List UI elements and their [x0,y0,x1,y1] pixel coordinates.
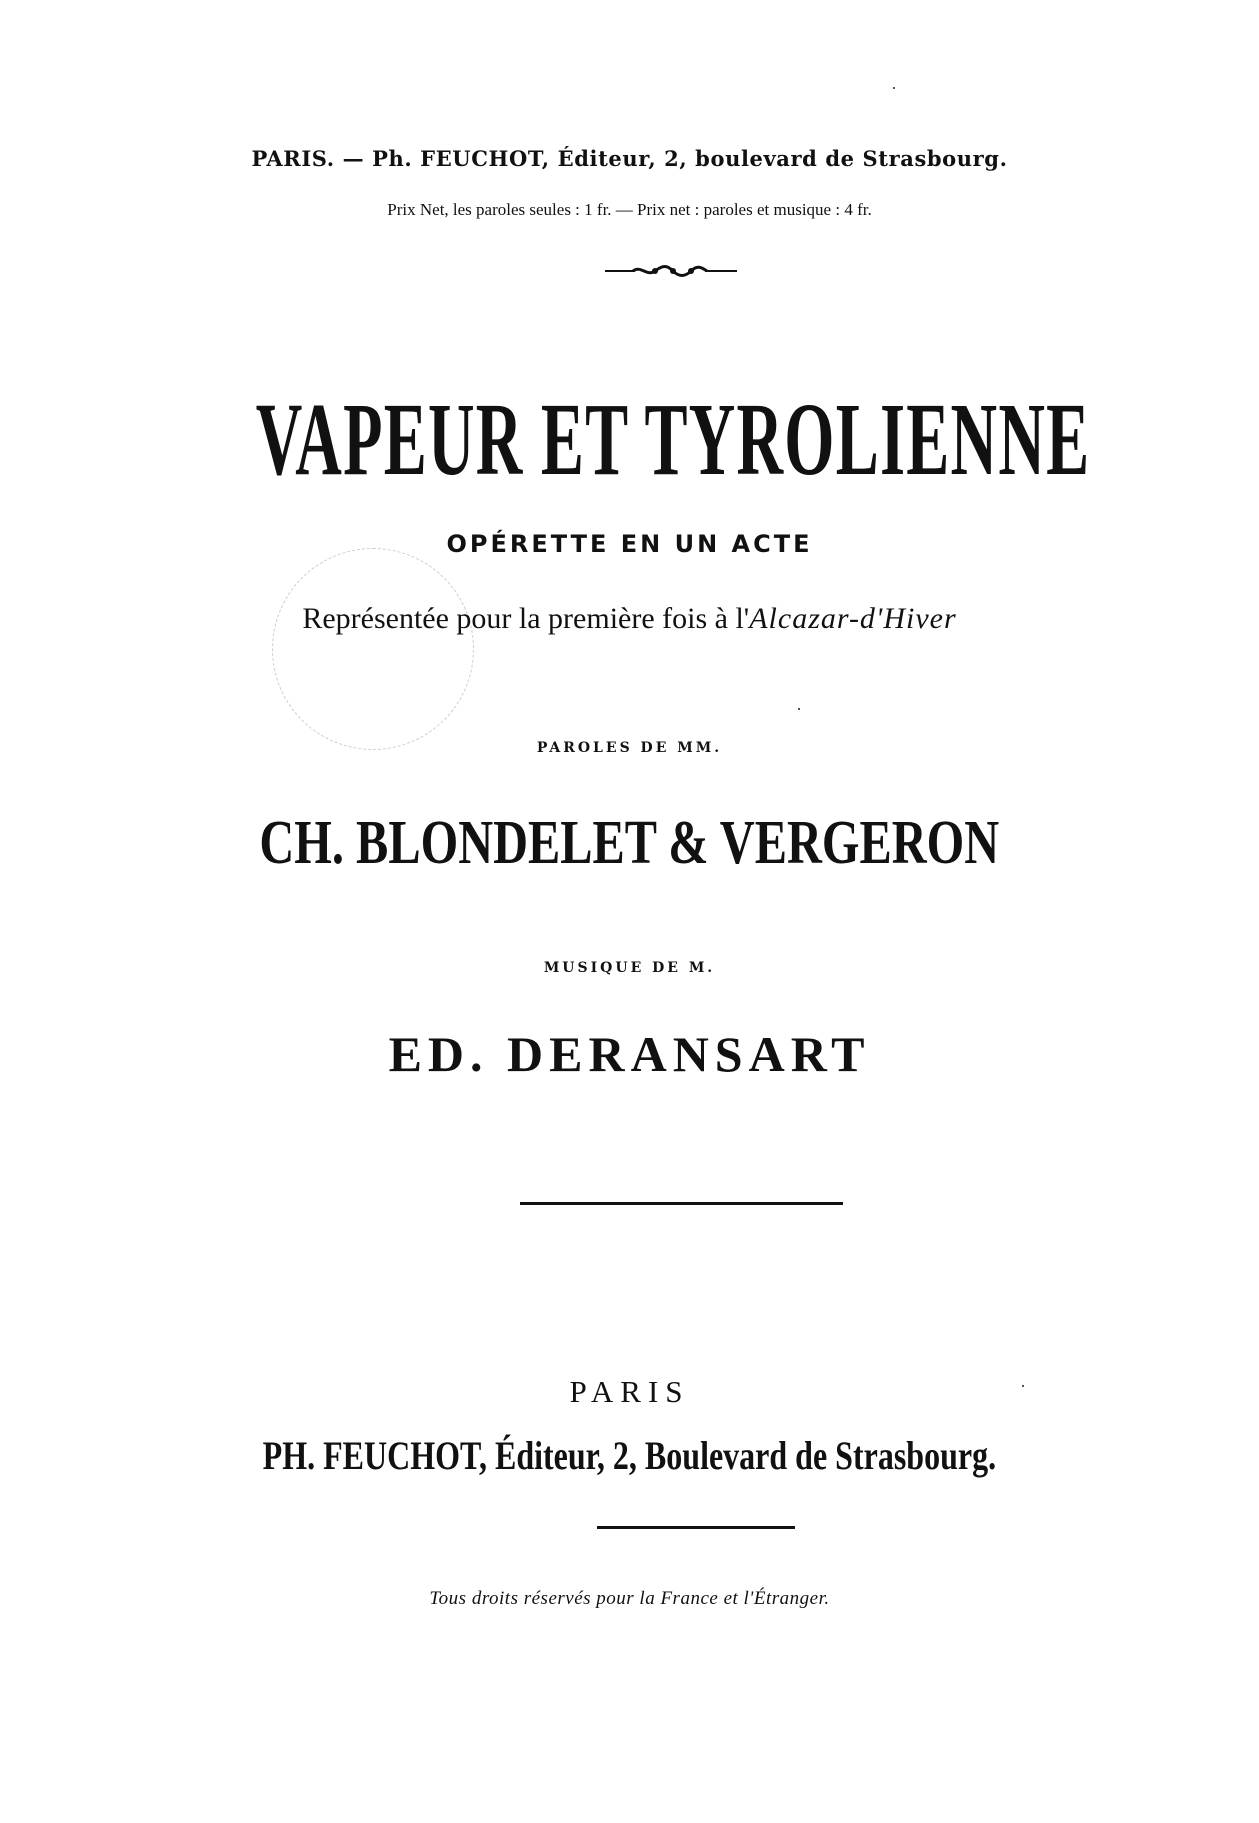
imprint-publisher [0,1432,1259,1479]
scan-speck [1022,1385,1024,1387]
composer: ED. DERANSART [388,1026,871,1082]
imprint-publisher-text: PH. FEUCHOT, Éditeur, 2, Boulevard de Strasbourg. [262,1433,997,1478]
scan-speck [893,87,895,89]
subtitle: OPÉRETTE EN UN ACTE [446,530,813,558]
scan-speck [798,708,800,710]
imprint-city: PARIS [569,1374,690,1409]
lyricists-text: CH. BLONDELET & VERGERON [259,809,1000,877]
divider-rule [520,1202,843,1205]
performance-line [0,602,1259,636]
header-publisher-line: PARIS. — Ph. FEUCHOT, Éditeur, 2, boulevard de Strasbourg. [251,146,1008,171]
lyrics-label: PAROLES DE MM. [536,740,723,756]
library-stamp-icon [272,548,474,750]
rights-notice: Tous droits réservés pour la France et l'Étranger. [429,1588,830,1609]
music-label: MUSIQUE DE M. [543,960,716,976]
divider-rule-bottom [597,1526,795,1529]
ornament-icon [605,263,737,279]
page-title [0,382,1259,497]
performance-venue: Alcazar-d'Hiver [749,602,957,635]
header-price-line: Prix Net, les paroles seules : 1 fr. — Prix net : paroles et musique : 4 fr. [387,200,872,219]
title-text: VAPEUR ET TYROLIENNE [255,382,1091,497]
performance-prefix: Représentée pour la première fois à l' [302,602,750,635]
lyricists [0,808,1259,878]
